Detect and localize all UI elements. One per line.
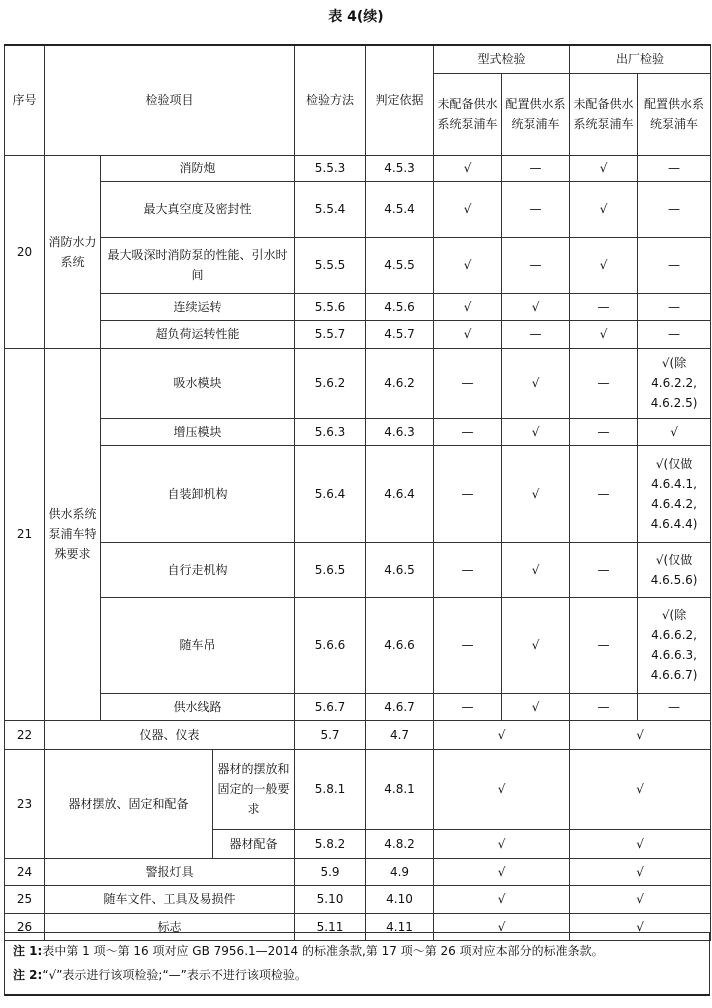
basis-cell: 4.9 xyxy=(366,858,434,885)
mark-cell: √ xyxy=(434,320,502,348)
mark-cell: √ xyxy=(570,320,638,348)
mark-cell: √ xyxy=(434,749,570,829)
basis-cell: 4.11 xyxy=(366,913,434,940)
mark-cell: √ xyxy=(570,885,711,913)
header-factory-test: 出厂检验 xyxy=(570,45,711,73)
method-cell: 5.5.5 xyxy=(295,237,366,293)
method-cell: 5.6.5 xyxy=(295,542,366,597)
table-row xyxy=(5,155,711,181)
item-name: 标志 xyxy=(45,913,295,940)
mark-cell: √ xyxy=(502,293,570,320)
table-row xyxy=(5,597,711,693)
method-cell: 5.5.7 xyxy=(295,320,366,348)
header-type-no-supply: 未配备供水系统泵浦车 xyxy=(434,73,502,155)
mark-cell: — xyxy=(502,155,570,181)
table-row xyxy=(5,445,711,542)
basis-cell: 4.5.6 xyxy=(366,293,434,320)
method-cell: 5.6.6 xyxy=(295,597,366,693)
table-caption: 表 4(续) xyxy=(328,9,384,25)
mark-cell: — xyxy=(434,418,502,445)
item-name: 最大吸深时消防泵的性能、引水时间 xyxy=(101,237,295,293)
note-2-label: 注 2: xyxy=(13,968,43,982)
item-name: 仪器、仪表 xyxy=(45,720,295,749)
mark-cell: — xyxy=(638,237,711,293)
mark-cell: √ xyxy=(434,858,570,885)
mark-cell: √ xyxy=(502,418,570,445)
mark-cell: √ xyxy=(434,237,502,293)
item-name: 自行走机构 xyxy=(101,542,295,597)
table-row xyxy=(5,749,711,829)
row-seq: 23 xyxy=(5,749,45,858)
method-cell: 5.6.7 xyxy=(295,693,366,720)
method-cell: 5.8.2 xyxy=(295,829,366,858)
mark-cell: √(除 4.6.6.2, 4.6.6.3, 4.6.6.7) xyxy=(638,597,711,693)
item-name: 器材配备 xyxy=(213,829,295,858)
method-cell: 5.8.1 xyxy=(295,749,366,829)
basis-cell: 4.6.7 xyxy=(366,693,434,720)
mark-cell: — xyxy=(570,542,638,597)
row-seq: 22 xyxy=(5,720,45,749)
header-factory-no-supply: 未配备供水系统泵浦车 xyxy=(570,73,638,155)
basis-cell: 4.6.3 xyxy=(366,418,434,445)
note-1 xyxy=(13,939,701,963)
mark-cell: √ xyxy=(570,237,638,293)
mark-cell: √ xyxy=(570,181,638,237)
mark-cell: — xyxy=(502,237,570,293)
note-1-label: 注 1: xyxy=(13,944,43,958)
basis-cell: 4.8.2 xyxy=(366,829,434,858)
table-row xyxy=(5,348,711,418)
basis-cell: 4.5.7 xyxy=(366,320,434,348)
method-cell: 5.6.3 xyxy=(295,418,366,445)
item-name: 随车文件、工具及易损件 xyxy=(45,885,295,913)
note-1-text: 表中第 1 项～第 16 项对应 GB 7956.1—2014 的标准条款,第 17 项～第 26 项对应本部分的标准条款。 xyxy=(42,944,604,958)
row-seq: 21 xyxy=(5,348,45,720)
header-type-test: 型式检验 xyxy=(434,45,570,73)
item-name: 随车吊 xyxy=(101,597,295,693)
table-row xyxy=(5,181,711,237)
mark-cell: √ xyxy=(434,720,570,749)
basis-cell: 4.5.5 xyxy=(366,237,434,293)
mark-cell: √ xyxy=(502,597,570,693)
note-2 xyxy=(13,963,701,987)
mark-cell: — xyxy=(502,181,570,237)
table-row xyxy=(5,542,711,597)
table-row xyxy=(5,418,711,445)
header-factory-with-supply: 配置供水系统泵浦车 xyxy=(638,73,711,155)
mark-cell: √ xyxy=(502,693,570,720)
mark-cell: — xyxy=(570,293,638,320)
item-name: 器材的摆放和固定的一般要求 xyxy=(213,749,295,829)
table-row xyxy=(5,320,711,348)
mark-cell: √ xyxy=(570,913,711,940)
mark-cell: — xyxy=(638,693,711,720)
row-group: 消防水力系统 xyxy=(45,155,101,348)
mark-cell: — xyxy=(434,445,502,542)
item-name: 警报灯具 xyxy=(45,858,295,885)
header-seq: 序号 xyxy=(5,45,45,155)
header-method: 检验方法 xyxy=(295,45,366,155)
item-name: 消防炮 xyxy=(101,155,295,181)
item-name: 自装卸机构 xyxy=(101,445,295,542)
mark-cell: √ xyxy=(434,829,570,858)
table-row xyxy=(5,858,711,885)
mark-cell: — xyxy=(570,348,638,418)
basis-cell: 4.6.5 xyxy=(366,542,434,597)
mark-cell: √ xyxy=(570,749,711,829)
table-row xyxy=(5,885,711,913)
row-group: 供水系统泵浦车特殊要求 xyxy=(45,348,101,720)
method-cell: 5.9 xyxy=(295,858,366,885)
item-name: 最大真空度及密封性 xyxy=(101,181,295,237)
header-type-with-supply: 配置供水系统泵浦车 xyxy=(502,73,570,155)
mark-cell: √ xyxy=(434,181,502,237)
mark-cell: — xyxy=(570,445,638,542)
header-item: 检验项目 xyxy=(45,45,295,155)
basis-cell: 4.6.2 xyxy=(366,348,434,418)
item-name: 连续运转 xyxy=(101,293,295,320)
mark-cell: √ xyxy=(434,885,570,913)
mark-cell: — xyxy=(570,418,638,445)
row-seq: 26 xyxy=(5,913,45,940)
mark-cell: — xyxy=(434,348,502,418)
method-cell: 5.6.4 xyxy=(295,445,366,542)
basis-cell: 4.8.1 xyxy=(366,749,434,829)
basis-cell: 4.6.4 xyxy=(366,445,434,542)
mark-cell: — xyxy=(434,693,502,720)
mark-cell: — xyxy=(434,542,502,597)
mark-cell: — xyxy=(638,293,711,320)
mark-cell: — xyxy=(638,155,711,181)
mark-cell: √ xyxy=(434,293,502,320)
basis-cell: 4.6.6 xyxy=(366,597,434,693)
note-2-text: “√”表示进行该项检验;“—”表示不进行该项检验。 xyxy=(42,968,307,982)
table-row xyxy=(5,237,711,293)
mark-cell: √ xyxy=(570,720,711,749)
method-cell: 5.11 xyxy=(295,913,366,940)
method-cell: 5.5.6 xyxy=(295,293,366,320)
mark-cell: √ xyxy=(502,348,570,418)
mark-cell: √ xyxy=(638,418,711,445)
mark-cell: √ xyxy=(502,542,570,597)
row-group: 器材摆放、固定和配备 xyxy=(45,749,213,858)
method-cell: 5.10 xyxy=(295,885,366,913)
mark-cell: — xyxy=(502,320,570,348)
basis-cell: 4.7 xyxy=(366,720,434,749)
item-name: 供水线路 xyxy=(101,693,295,720)
mark-cell: √ xyxy=(570,829,711,858)
mark-cell: √ xyxy=(570,155,638,181)
mark-cell: — xyxy=(638,320,711,348)
mark-cell: √(仅做 4.6.4.1, 4.6.4.2, 4.6.4.4) xyxy=(638,445,711,542)
table-row xyxy=(5,720,711,749)
mark-cell: — xyxy=(638,181,711,237)
mark-cell: — xyxy=(570,693,638,720)
item-name: 增压模块 xyxy=(101,418,295,445)
header-basis: 判定依据 xyxy=(366,45,434,155)
table-row xyxy=(5,293,711,320)
row-seq: 20 xyxy=(5,155,45,348)
row-seq: 25 xyxy=(5,885,45,913)
method-cell: 5.5.4 xyxy=(295,181,366,237)
item-name: 超负荷运转性能 xyxy=(101,320,295,348)
basis-cell: 4.5.3 xyxy=(366,155,434,181)
row-seq: 24 xyxy=(5,858,45,885)
mark-cell: √ xyxy=(434,913,570,940)
method-cell: 5.5.3 xyxy=(295,155,366,181)
table-notes xyxy=(4,932,710,996)
item-name: 吸水模块 xyxy=(101,348,295,418)
mark-cell: √(除 4.6.2.2, 4.6.2.5) xyxy=(638,348,711,418)
basis-cell: 4.5.4 xyxy=(366,181,434,237)
mark-cell: — xyxy=(570,597,638,693)
mark-cell: √ xyxy=(502,445,570,542)
mark-cell: √ xyxy=(570,858,711,885)
inspection-table xyxy=(4,44,711,941)
method-cell: 5.7 xyxy=(295,720,366,749)
mark-cell: √(仅做 4.6.5.6) xyxy=(638,542,711,597)
basis-cell: 4.10 xyxy=(366,885,434,913)
mark-cell: — xyxy=(434,597,502,693)
method-cell: 5.6.2 xyxy=(295,348,366,418)
mark-cell: √ xyxy=(434,155,502,181)
table-row xyxy=(5,693,711,720)
